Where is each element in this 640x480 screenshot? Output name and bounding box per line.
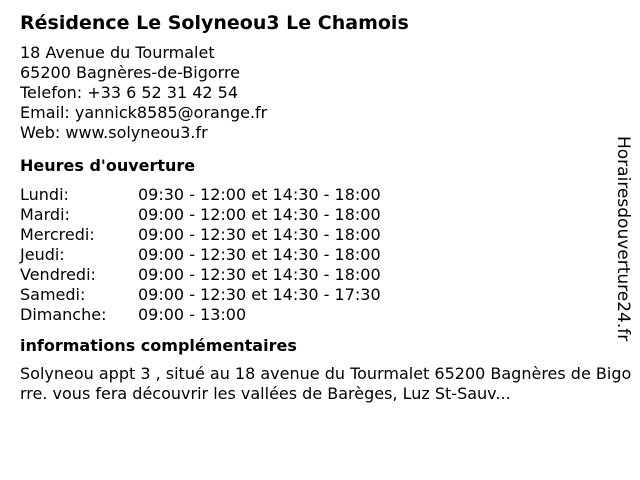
phone-number: Telefon: +33 6 52 31 42 54: [20, 83, 239, 102]
hours-day: Samedi:: [20, 285, 86, 304]
email-address: Email: yannick8585@orange.fr: [20, 103, 268, 122]
hours-row: [20, 245, 381, 265]
address-block: [20, 43, 610, 143]
hours-time: 09:30 - 12:00 et 14:30 - 18:00: [138, 185, 381, 204]
info-text: Solyneou appt 3 , situé au 18 avenue du Tourmalet 65200 Bagnères de Bigorre. vous fera découvrir les vallées de Barèges, Luz St-Sauv...: [20, 364, 632, 403]
info-heading: informations complémentaires: [20, 336, 297, 355]
hours-day: Dimanche:: [20, 305, 107, 324]
city-address: 65200 Bagnères-de-Bigorre: [20, 63, 241, 82]
hours-row: [20, 265, 381, 285]
hours-day: Mardi:: [20, 205, 70, 224]
hours-time: 09:00 - 12:30 et 14:30 - 18:00: [138, 265, 381, 284]
hours-time: 09:00 - 12:30 et 14:30 - 18:00: [138, 225, 381, 244]
hours-time: 09:00 - 12:00 et 14:30 - 18:00: [138, 205, 381, 224]
hours-row: [20, 185, 381, 205]
hours-day: Lundi:: [20, 185, 69, 204]
page-title: Résidence Le Solyneou3 Le Chamois: [20, 12, 409, 34]
street-address: 18 Avenue du Tourmalet: [20, 43, 215, 62]
hours-row: [20, 305, 381, 325]
hours-row: [20, 285, 381, 305]
watermark-text: Horairesdouverture24.fr: [613, 136, 633, 342]
hours-row: [20, 205, 381, 225]
hours-time: 09:00 - 12:30 et 14:30 - 18:00: [138, 245, 381, 264]
hours-day: Jeudi:: [20, 245, 65, 264]
hours-day: Mercredi:: [20, 225, 95, 244]
hours-day: Vendredi:: [20, 265, 96, 284]
website: Web: www.solyneou3.fr: [20, 123, 208, 142]
hours-row: [20, 225, 381, 245]
hours-time: 09:00 - 12:30 et 14:30 - 17:30: [138, 285, 381, 304]
hours-heading: Heures d'ouverture: [20, 156, 196, 175]
hours-time: 09:00 - 13:00: [138, 305, 247, 324]
hours-table: [20, 185, 381, 325]
